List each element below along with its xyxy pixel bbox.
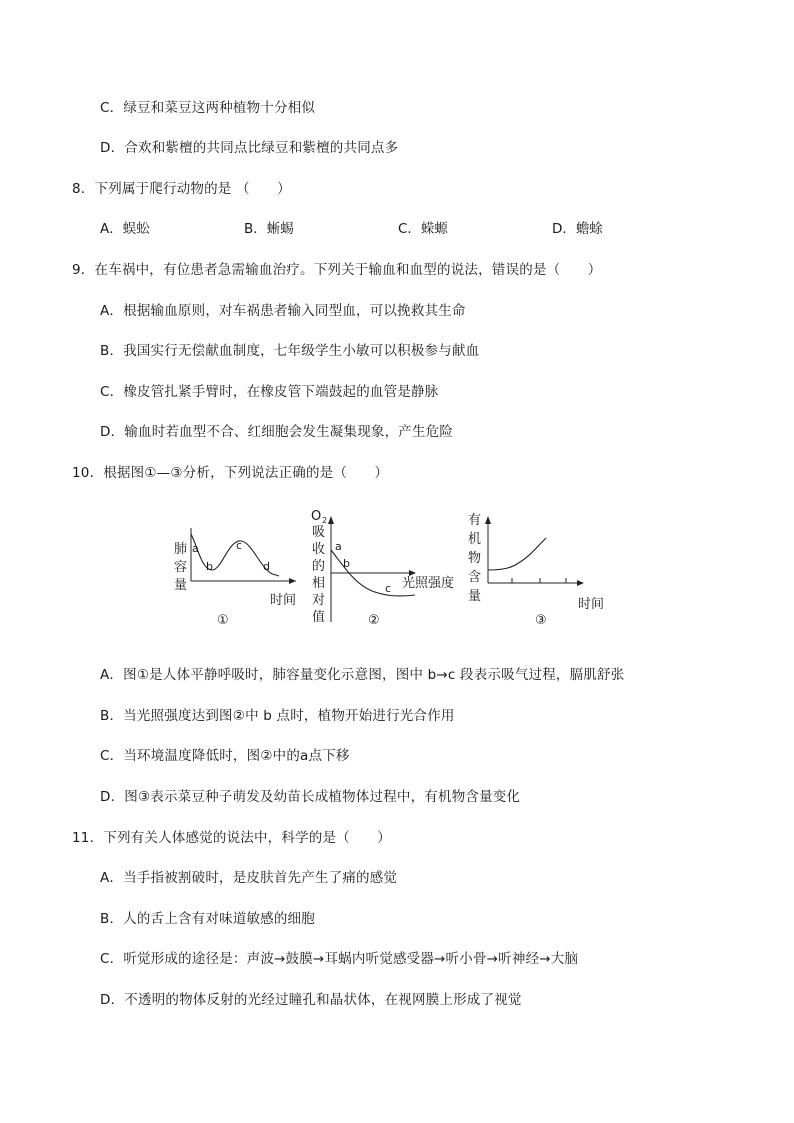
fig3-ylabel-char-4: 含 <box>468 570 482 585</box>
q11-option-c: C．听觉形成的途径是：声波→鼓膜→耳蜗内听觉感受器→听小骨→听神经→大脑 <box>100 951 579 967</box>
q10-option-a: A．图①是人体平静呼吸时，肺容量变化示意图，图中 b→c 段表示吸气过程，膈肌舒张 <box>100 667 625 683</box>
fig1-point-b: b <box>206 560 213 573</box>
q8-option-b: B．蜥蜴 <box>244 221 294 237</box>
fig1-point-a: a <box>192 542 199 555</box>
q11-stem: 11．下列有关人体感觉的说法中，科学的是（ ） <box>72 830 391 846</box>
fig1-ylabel-3: 量 <box>174 578 188 593</box>
q9-option-c: C．橡皮管扎紧手臂时，在橡皮管下端鼓起的血管是静脉 <box>100 384 439 400</box>
fig2-ylabel-char-4: 相 <box>312 576 326 591</box>
fig3-curve <box>488 538 546 570</box>
fig2-ylabel-char-6: 值 <box>312 610 326 625</box>
fig1-ylabel-1: 肺 <box>174 542 188 557</box>
fig2-xlabel: 光照强度 <box>402 576 455 591</box>
q9-option-d: D．输血时若血型不合、红细胞会发生凝集现象，产生危险 <box>100 424 454 440</box>
fig2-ylabel-o2: O <box>311 509 322 524</box>
fig1-xlabel: 时间 <box>270 593 297 608</box>
fig2-point-c: c <box>385 582 392 595</box>
fig2-ylabel-o2-sub: 2 <box>322 516 328 525</box>
q10-stem: 10．根据图①—③分析，下列说法正确的是（ ） <box>72 465 389 481</box>
fig2-ylabel-char-5: 对 <box>312 593 326 608</box>
q10-option-c: C．当环境温度降低时，图②中的a点下移 <box>100 748 350 764</box>
fig2-ylabel-char-3: 的 <box>312 559 326 574</box>
q9-option-b: B．我国实行无偿献血制度，七年级学生小敏可以积极参与献血 <box>100 343 480 359</box>
q9-option-a: A．根据输血原则，对车祸患者输入同型血，可以挽救其生命 <box>100 303 466 319</box>
fig2-y-arrow <box>328 516 334 524</box>
q10-option-d: D．图③表示菜豆种子萌发及幼苗长成植物体过程中，有机物含量变化 <box>100 789 521 805</box>
fig2-ylabel-char-2: 收 <box>312 542 326 557</box>
fig1-point-d: d <box>263 560 270 573</box>
fig3-ylabel-char-3: 物 <box>468 551 482 566</box>
fig3-ylabel-char-2: 机 <box>468 532 482 547</box>
fig2-point-b: b <box>343 557 350 570</box>
q11-option-d: D．不透明的物体反射的光经过瞳孔和晶状体，在视网膜上形成了视觉 <box>100 992 522 1008</box>
figure-3 <box>468 513 604 628</box>
q8-option-a: A．蜈蚣 <box>100 221 150 237</box>
fig1-point-c: c <box>236 539 243 552</box>
fig1-number: ① <box>217 613 229 628</box>
q8-option-d: D．蟾蜍 <box>552 221 603 237</box>
q11-option-a: A．当手指被割破时，是皮肤首先产生了痛的感觉 <box>100 870 398 886</box>
q11-option-b: B．人的舌上含有对味道敏感的细胞 <box>100 911 315 927</box>
q8-stem: 8．下列属于爬行动物的是 （ ） <box>72 181 291 197</box>
fig3-ylabel-char-5: 量 <box>468 589 482 604</box>
q8-option-c: C．蝾螈 <box>398 221 448 237</box>
fig3-y-arrow <box>485 516 491 524</box>
figure-1 <box>174 528 296 628</box>
fig1-ylabel-2: 容 <box>174 560 188 575</box>
q7-option-c: C．绿豆和菜豆这两种植物十分相似 <box>100 100 316 116</box>
fig2-number: ② <box>368 613 380 628</box>
fig2-ylabel-char-1: 吸 <box>312 525 326 540</box>
fig2-point-a: a <box>335 540 342 553</box>
fig3-xlabel: 时间 <box>578 597 605 612</box>
figure-2 <box>311 509 454 628</box>
fig3-number: ③ <box>535 613 547 628</box>
fig3-ylabel-char-1: 有 <box>468 513 482 528</box>
q9-stem: 9．在车祸中，有位患者急需输血治疗。下列关于输血和血型的说法，错误的是（ ） <box>72 262 602 278</box>
q7-option-d: D．合欢和紫檀的共同点比绿豆和紫檀的共同点多 <box>100 140 399 156</box>
q10-option-b: B．当光照强度达到图②中 b 点时，植物开始进行光合作用 <box>100 708 455 724</box>
fig1-x-arrow <box>289 578 296 584</box>
fig3-x-arrow <box>577 580 584 586</box>
